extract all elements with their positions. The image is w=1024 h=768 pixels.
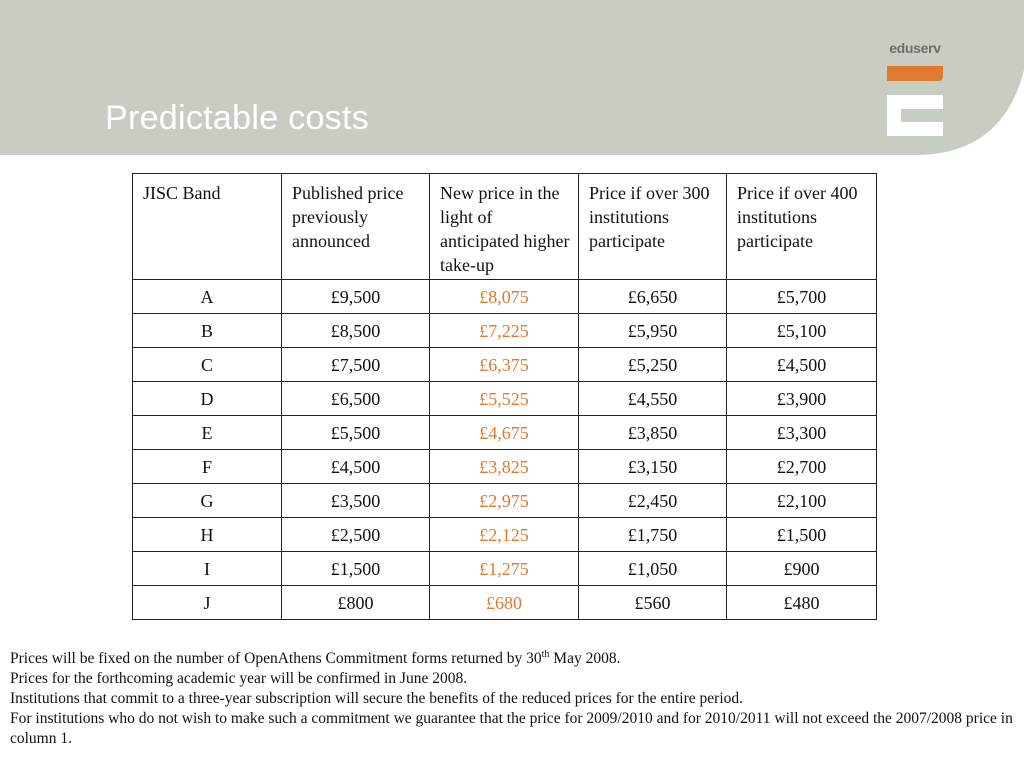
cell-new-price: £4,675 — [430, 416, 579, 450]
eduserv-logo — [885, 40, 945, 140]
cell-price-over-400: £2,100 — [727, 484, 877, 518]
cell-new-price: £7,225 — [430, 314, 579, 348]
cell-price-over-300: £4,550 — [579, 382, 727, 416]
page-title: Predictable costs — [105, 99, 370, 137]
cell-price-over-300: £1,750 — [579, 518, 727, 552]
note-line-1-superscript: th — [541, 648, 550, 660]
note-line-3: Institutions that commit to a three-year subscription will secure the benefits of the reduced prices for the entire period. — [10, 690, 743, 707]
cell-published-price: £6,500 — [282, 382, 430, 416]
table-row — [133, 314, 877, 348]
cell-band: B — [133, 314, 282, 348]
cell-band: I — [133, 552, 282, 586]
table-row — [133, 586, 877, 620]
note-line-1-suffix: May 2008. — [549, 650, 621, 667]
cell-price-over-400: £5,700 — [727, 280, 877, 314]
logo-text: eduserv — [889, 40, 941, 56]
cell-price-over-400: £900 — [727, 552, 877, 586]
cell-price-over-300: £3,850 — [579, 416, 727, 450]
cell-published-price: £5,500 — [282, 416, 430, 450]
cell-price-over-300: £5,250 — [579, 348, 727, 382]
cell-published-price: £800 — [282, 586, 430, 620]
note-line-4: For institutions who do not wish to make such a commitment we guarantee that the price for 2009/2010 and for 2010/2011 will not exceed the 2007/2008 price in column 1. — [10, 710, 1013, 747]
cell-band: E — [133, 416, 282, 450]
cell-price-over-300: £6,650 — [579, 280, 727, 314]
cell-new-price: £2,975 — [430, 484, 579, 518]
cell-price-over-400: £5,100 — [727, 314, 877, 348]
cell-published-price: £8,500 — [282, 314, 430, 348]
cell-published-price: £3,500 — [282, 484, 430, 518]
header-price-over-400: Price if over 400 institutions participate — [727, 174, 877, 280]
table-row — [133, 280, 877, 314]
header-published-price: Published price previously announced — [282, 174, 430, 280]
cell-price-over-300: £2,450 — [579, 484, 727, 518]
logo-mark-icon — [887, 66, 945, 138]
table-row — [133, 416, 877, 450]
cell-price-over-300: £3,150 — [579, 450, 727, 484]
cell-new-price: £6,375 — [430, 348, 579, 382]
cell-published-price: £2,500 — [282, 518, 430, 552]
cell-price-over-400: £3,300 — [727, 416, 877, 450]
table-row — [133, 382, 877, 416]
cell-new-price: £680 — [430, 586, 579, 620]
note-line-1 — [10, 649, 1015, 669]
note-line-1-text: Prices will be fixed on the number of OpenAthens Commitment forms returned by 30 — [10, 650, 542, 667]
cell-published-price: £4,500 — [282, 450, 430, 484]
cell-price-over-400: £2,700 — [727, 450, 877, 484]
header-new-price: New price in the light of anticipated higher take-up — [430, 174, 579, 280]
notes — [10, 649, 1015, 749]
table-row — [133, 348, 877, 382]
cell-price-over-300: £1,050 — [579, 552, 727, 586]
cell-published-price: £7,500 — [282, 348, 430, 382]
cell-band: A — [133, 280, 282, 314]
cell-price-over-300: £560 — [579, 586, 727, 620]
logo-orange-bar — [887, 66, 943, 81]
cell-new-price: £8,075 — [430, 280, 579, 314]
cell-band: C — [133, 348, 282, 382]
cell-price-over-300: £5,950 — [579, 314, 727, 348]
cell-band: D — [133, 382, 282, 416]
cell-band: G — [133, 484, 282, 518]
header-jisc-band: JISC Band — [133, 174, 282, 280]
cell-new-price: £1,275 — [430, 552, 579, 586]
table-row — [133, 552, 877, 586]
cell-band: J — [133, 586, 282, 620]
cell-price-over-400: £3,900 — [727, 382, 877, 416]
header-price-over-300: Price if over 300 institutions participate — [579, 174, 727, 280]
note-line-2: Prices for the forthcoming academic year will be confirmed in June 2008. — [10, 670, 468, 687]
cell-published-price: £1,500 — [282, 552, 430, 586]
cell-price-over-400: £4,500 — [727, 348, 877, 382]
cell-published-price: £9,500 — [282, 280, 430, 314]
table-header-row — [133, 174, 877, 280]
table-row — [133, 518, 877, 552]
table-row — [133, 484, 877, 518]
cell-price-over-400: £1,500 — [727, 518, 877, 552]
cell-new-price: £2,125 — [430, 518, 579, 552]
cell-new-price: £3,825 — [430, 450, 579, 484]
logo-white-bracket — [887, 95, 943, 136]
table-row — [133, 450, 877, 484]
cell-price-over-400: £480 — [727, 586, 877, 620]
cell-band: F — [133, 450, 282, 484]
cell-new-price: £5,525 — [430, 382, 579, 416]
cell-band: H — [133, 518, 282, 552]
price-table — [132, 173, 877, 620]
